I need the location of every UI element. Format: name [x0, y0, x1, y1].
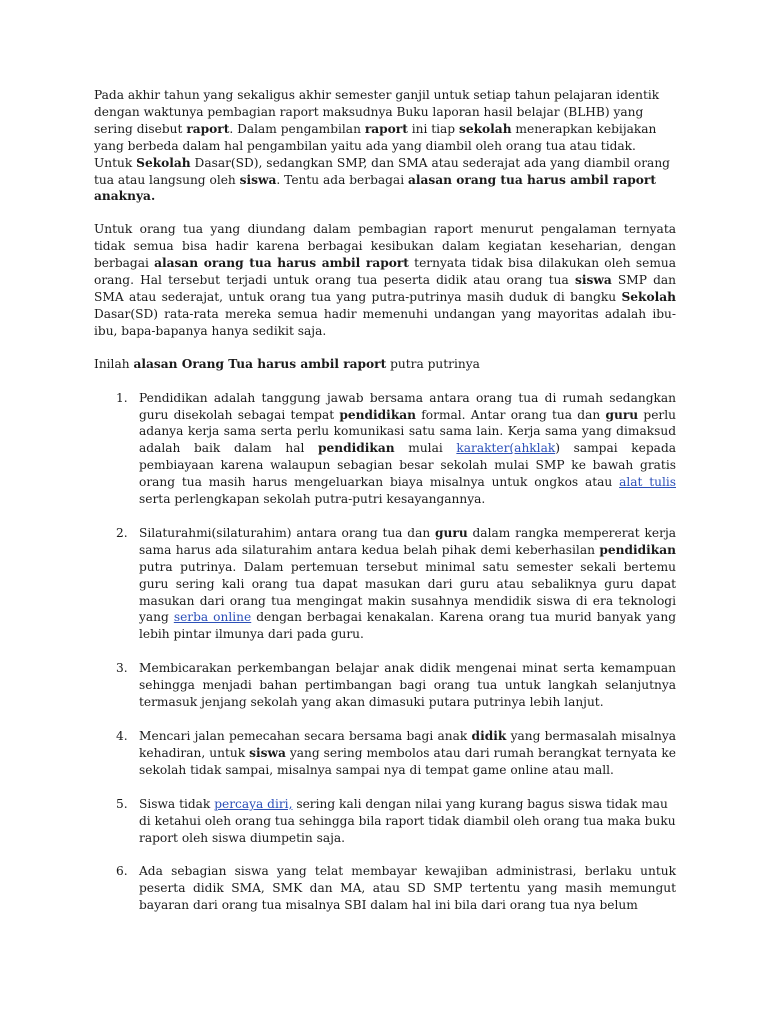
text-span: Siswa tidak	[139, 796, 215, 811]
list-item-text	[139, 863, 676, 914]
text-span: Untuk orang tua yang diundang dalam pembagian raport menurut pengalaman ternyata tidak semua bisa hadir karena berbagai kesibukan dalam kegiatan keseharian, dengan berbagai	[94, 222, 676, 271]
list-item	[94, 390, 676, 508]
text-span: . Tentu ada berbagai	[276, 172, 408, 187]
text-span: putra putrinya. Dalam pertemuan tersebut minimal satu semester sekali bertemu guru sering kali orang tua dapat masukan dari guru atau sebaliknya guru dapat masukan dari orang tua mengingat makin susahnya mendidik siswa di era teknologi yang	[139, 559, 676, 625]
text-span: dalam rangka mempererat kerja sama harus ada silaturahim antara kedua belah pihak demi keberhasilan	[139, 525, 676, 557]
bold-keyword: raport	[186, 121, 230, 136]
text-span: Dasar(SD), sedangkan SMP, dan SMA atau sederajat ada yang diambil orang tua atau langsung oleh	[94, 155, 670, 187]
list-number: 2.	[116, 525, 128, 540]
bold-keyword: Sekolah	[136, 155, 191, 170]
list-item	[94, 863, 676, 914]
list-item-text	[139, 728, 676, 779]
bold-keyword: siswa	[239, 172, 277, 187]
text-span: serta perlengkapan sekolah putra-putri kesayangannya.	[139, 492, 486, 507]
list-number: 3.	[116, 661, 128, 676]
bold-keyword: raport	[364, 121, 408, 136]
text-span: sering kali dengan nilai yang kurang bagus siswa tidak mau di ketahui oleh orang tua sehingga bila raport tidak diambil oleh orang tua maka buku raport oleh siswa diumpetin saja.	[139, 796, 676, 845]
list-item-text	[139, 525, 676, 643]
link-karakter[interactable]: karakter(ahklak	[456, 441, 556, 456]
list-number: 5.	[116, 796, 128, 811]
text-span: formal. Antar orang tua dan	[416, 407, 606, 422]
bold-keyword: alasan orang tua harus ambil raport	[154, 256, 409, 271]
text-span: putra putrinya	[386, 356, 480, 371]
text-span: Mencari jalan pemecahan secara bersama bagi anak	[139, 729, 472, 743]
text-span: Ada sebagian siswa yang telat membayar kewajiban administrasi, berlaku untuk peserta didik SMA, SMK dan MA, atau SD SMP tertentu yang masih memungut bayaran dari orang tua misalnya SBI dalam hal ini bila dari orang tua nya belum	[139, 864, 676, 913]
paragraph-second	[94, 221, 676, 339]
text-span: perlu adanya kerja sama serta perlu komunikasi satu sama lain. Kerja sama yang dimaksud adalah baik dalam hal	[139, 407, 676, 456]
bold-keyword: Sekolah	[621, 289, 676, 304]
link-percaya-diri[interactable]: percaya diri,	[214, 796, 293, 811]
bold-keyword: alasan Orang Tua harus ambil raport	[133, 356, 387, 371]
text-span: SMP dan SMA atau sederajat, untuk orang tua yang putra-putrinya masih duduk di bangku	[94, 273, 677, 304]
link-serba-online[interactable]: serba online	[173, 610, 252, 625]
text-span: menerapkan kebijakan yang berbeda dalam hal pengambilan yaitu ada yang diambil oleh orang tua atau tidak. Untuk	[94, 121, 657, 170]
list-item	[94, 525, 676, 643]
text-span: ternyata tidak bisa dilakukan oleh semua orang. Hal tersebut terjadi untuk orang tua peserta didik atau orang tua	[94, 256, 676, 288]
list-intro	[94, 356, 676, 373]
list-number: 1.	[116, 390, 128, 405]
text-span: Pada akhir tahun yang sekaligus akhir semester ganjil untuk setiap tahun pelajaran identik dengan waktunya pembagian raport maksudnya Buku laporan hasil belajar (BLHB) yang sering disebut	[94, 88, 660, 136]
text-span: yang bermasalah misalnya kehadiran, untuk	[139, 729, 676, 760]
link-alat-tulis[interactable]: alat tulis	[619, 475, 676, 490]
text-span: Inilah	[94, 356, 134, 371]
list-item-text	[139, 660, 676, 711]
text-span: . Dalam pengambilan	[229, 121, 365, 136]
list-number: 6.	[116, 864, 128, 879]
reasons-list	[94, 390, 676, 915]
text-span: mulai	[394, 441, 457, 456]
bold-keyword: alasan orang tua harus ambil raport anaknya.	[94, 172, 656, 204]
bold-keyword: guru	[605, 407, 639, 422]
bold-keyword: siswa	[249, 745, 286, 760]
text-span: dengan berbagai kenakalan. Karena orang tua murid banyak yang lebih pintar ilmunya dari pada guru.	[139, 610, 677, 642]
document-body	[94, 87, 676, 931]
list-item-text	[139, 796, 676, 847]
text-span: ini tiap	[407, 121, 459, 136]
list-item	[94, 796, 676, 847]
bold-keyword: pendidikan	[317, 441, 395, 456]
list-item	[94, 660, 676, 711]
text-span: Membicarakan perkembangan belajar anak didik mengenai minat serta kemampuan sehingga menjadi bahan pertimbangan bagi orang tua untuk langkah selanjutnya termasuk jenjang sekolah yang akan dimasuki putara putrinya lebih lanjut.	[139, 661, 676, 710]
list-item-text	[139, 390, 676, 508]
bold-keyword: pendidikan	[599, 542, 676, 557]
bold-keyword: guru	[435, 525, 468, 540]
text-span: Pendidikan adalah tanggung jawab bersama antara orang tua di rumah sedangkan guru disekolah sebagai tempat	[139, 390, 676, 422]
list-item	[94, 728, 676, 779]
text-span: yang sering membolos atau dari rumah berangkat ternyata ke sekolah tidak sampai, misalnya sampai nya di tempat game online atau mall.	[139, 745, 676, 777]
text-span: ) sampai kepada pembiayaan karena walaupun sebagian besar sekolah mulai SMP ke bawah gratis orang tua masih harus mengeluarkan biaya misalnya untuk ongkos atau	[139, 441, 677, 490]
list-number: 4.	[116, 729, 128, 743]
bold-keyword: pendidikan	[339, 407, 417, 422]
paragraph-opening	[94, 87, 676, 205]
bold-keyword: didik	[471, 729, 507, 743]
text-span: Dasar(SD) rata-rata mereka semua hadir memenuhi undangan yang mayoritas adalah ibu-ibu, bapa-bapanya hanya sedikit saja.	[94, 306, 676, 338]
bold-keyword: sekolah	[458, 121, 512, 136]
bold-keyword: siswa	[574, 273, 612, 288]
text-span: Silaturahmi(silaturahim) antara orang tua dan	[139, 525, 436, 540]
